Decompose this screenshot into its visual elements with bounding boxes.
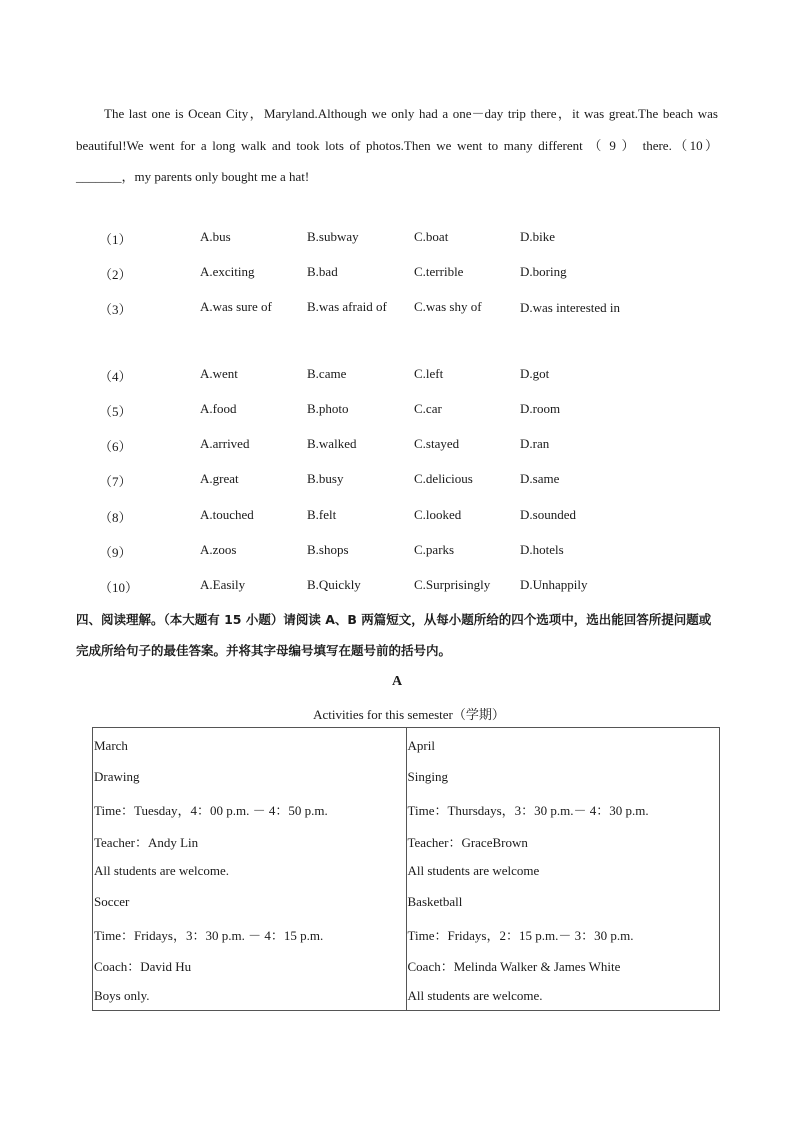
option-b: B.Quickly: [307, 577, 361, 592]
option-b: B.subway: [307, 229, 359, 244]
option-d: D.ran: [520, 436, 550, 451]
option-d: D.sounded: [520, 507, 576, 522]
table-line: Time：Tuesday，4：00 p.m. － 4：50 p.m.: [94, 803, 328, 818]
option-row: [0, 401, 794, 421]
option-c: C.left: [414, 366, 444, 381]
table-column-april: [406, 728, 720, 1010]
activities-table: [92, 727, 720, 1011]
option-d: D.same: [520, 471, 560, 486]
question-number: （9）: [99, 545, 132, 560]
option-b: B.busy: [307, 471, 344, 486]
question-number: （1）: [99, 232, 132, 247]
option-row: [0, 436, 794, 456]
table-line: All students are welcome.: [94, 863, 230, 878]
cloze-passage: [76, 98, 718, 193]
option-c: C.looked: [414, 507, 462, 522]
table-line: Teacher：GraceBrown: [407, 835, 528, 850]
table-line: April: [407, 738, 435, 753]
question-number: （3）: [99, 302, 132, 317]
option-a: A.arrived: [200, 436, 250, 451]
table-line: Time：Thursdays，3：30 p.m.－ 4：30 p.m.: [407, 803, 649, 818]
table-line: Singing: [407, 769, 448, 784]
option-c: C.terrible: [414, 264, 464, 279]
option-a: A.Easily: [200, 577, 246, 592]
option-d: D.got: [520, 366, 550, 381]
option-b: B.was afraid of: [307, 299, 387, 314]
passage-text: The last one is Ocean City，Maryland.Although we only had a one－day trip there，it was great.The beach was beautiful!We went for a long walk and took lots of photos.Then we went to many different （ 9 ） there.（10）_______，my parents only bought me a hat!: [76, 106, 718, 184]
table-line: Soccer: [94, 894, 130, 909]
option-b: B.came: [307, 366, 347, 381]
option-row: [0, 366, 794, 386]
option-row: [0, 577, 794, 597]
table-title: Activities for this semester（学期）: [313, 707, 505, 722]
option-c: C.was shy of: [414, 299, 482, 314]
option-row: [0, 542, 794, 562]
option-c: C.boat: [414, 229, 449, 244]
option-a: A.went: [200, 366, 238, 381]
table-line: All students are welcome.: [407, 988, 543, 1003]
option-a: A.touched: [200, 507, 254, 522]
option-row: [0, 299, 794, 319]
question-number: （7）: [99, 474, 132, 489]
option-c: C.car: [414, 401, 442, 416]
option-a: A.bus: [200, 229, 231, 244]
table-line: Coach：David Hu: [94, 959, 192, 974]
option-row: [0, 507, 794, 527]
option-d: D.boring: [520, 264, 567, 279]
option-d: D.bike: [520, 229, 556, 244]
table-line: Coach：Melinda Walker & James White: [407, 959, 621, 974]
table-line: Drawing: [94, 769, 140, 784]
question-number: （2）: [99, 267, 132, 282]
table-line: Basketball: [407, 894, 463, 909]
question-number: （6）: [99, 439, 132, 454]
option-b: B.bad: [307, 264, 338, 279]
option-d: D.Unhappily: [520, 577, 588, 592]
question-number: （4）: [99, 369, 132, 384]
table-line: Boys only.: [94, 988, 150, 1003]
option-a: A.exciting: [200, 264, 255, 279]
option-a: A.great: [200, 471, 239, 486]
option-a: A.food: [200, 401, 237, 416]
option-c: C.parks: [414, 542, 455, 557]
option-a: A.zoos: [200, 542, 237, 557]
option-row: [0, 229, 794, 249]
option-row: [0, 471, 794, 491]
option-d: D.room: [520, 401, 561, 416]
table-line: All students are welcome: [407, 863, 540, 878]
option-c: C.Surprisingly: [414, 577, 491, 592]
option-c: C.delicious: [414, 471, 473, 486]
option-d: D.hotels: [520, 542, 564, 557]
option-b: B.photo: [307, 401, 349, 416]
option-row: [0, 264, 794, 284]
table-line: March: [94, 738, 128, 753]
reading-label: A: [391, 674, 403, 689]
option-b: B.felt: [307, 507, 337, 522]
table-line: Time：Fridays，3：30 p.m. － 4：15 p.m.: [94, 928, 324, 943]
option-c: C.stayed: [414, 436, 460, 451]
table-column-march: [93, 728, 406, 1010]
option-b: B.walked: [307, 436, 357, 451]
table-line: Time：Fridays，2：15 p.m.－ 3：30 p.m.: [407, 928, 634, 943]
question-number: （8）: [99, 510, 132, 525]
question-number: （5）: [99, 404, 132, 419]
table-line: Teacher：Andy Lin: [94, 835, 199, 850]
section-heading: 四、阅读理解。（本大题有 15 小题）请阅读 A、B 两篇短文，从每小题所给的四个选项中，选出能回答所提问题或完成所给句子的最佳答案。并将其字母编号填写在题号前的括号内。: [76, 612, 712, 658]
question-number: （10）: [99, 580, 139, 595]
option-d: D.was interested in: [520, 300, 621, 315]
option-a: A.was sure of: [200, 299, 272, 314]
option-b: B.shops: [307, 542, 349, 557]
